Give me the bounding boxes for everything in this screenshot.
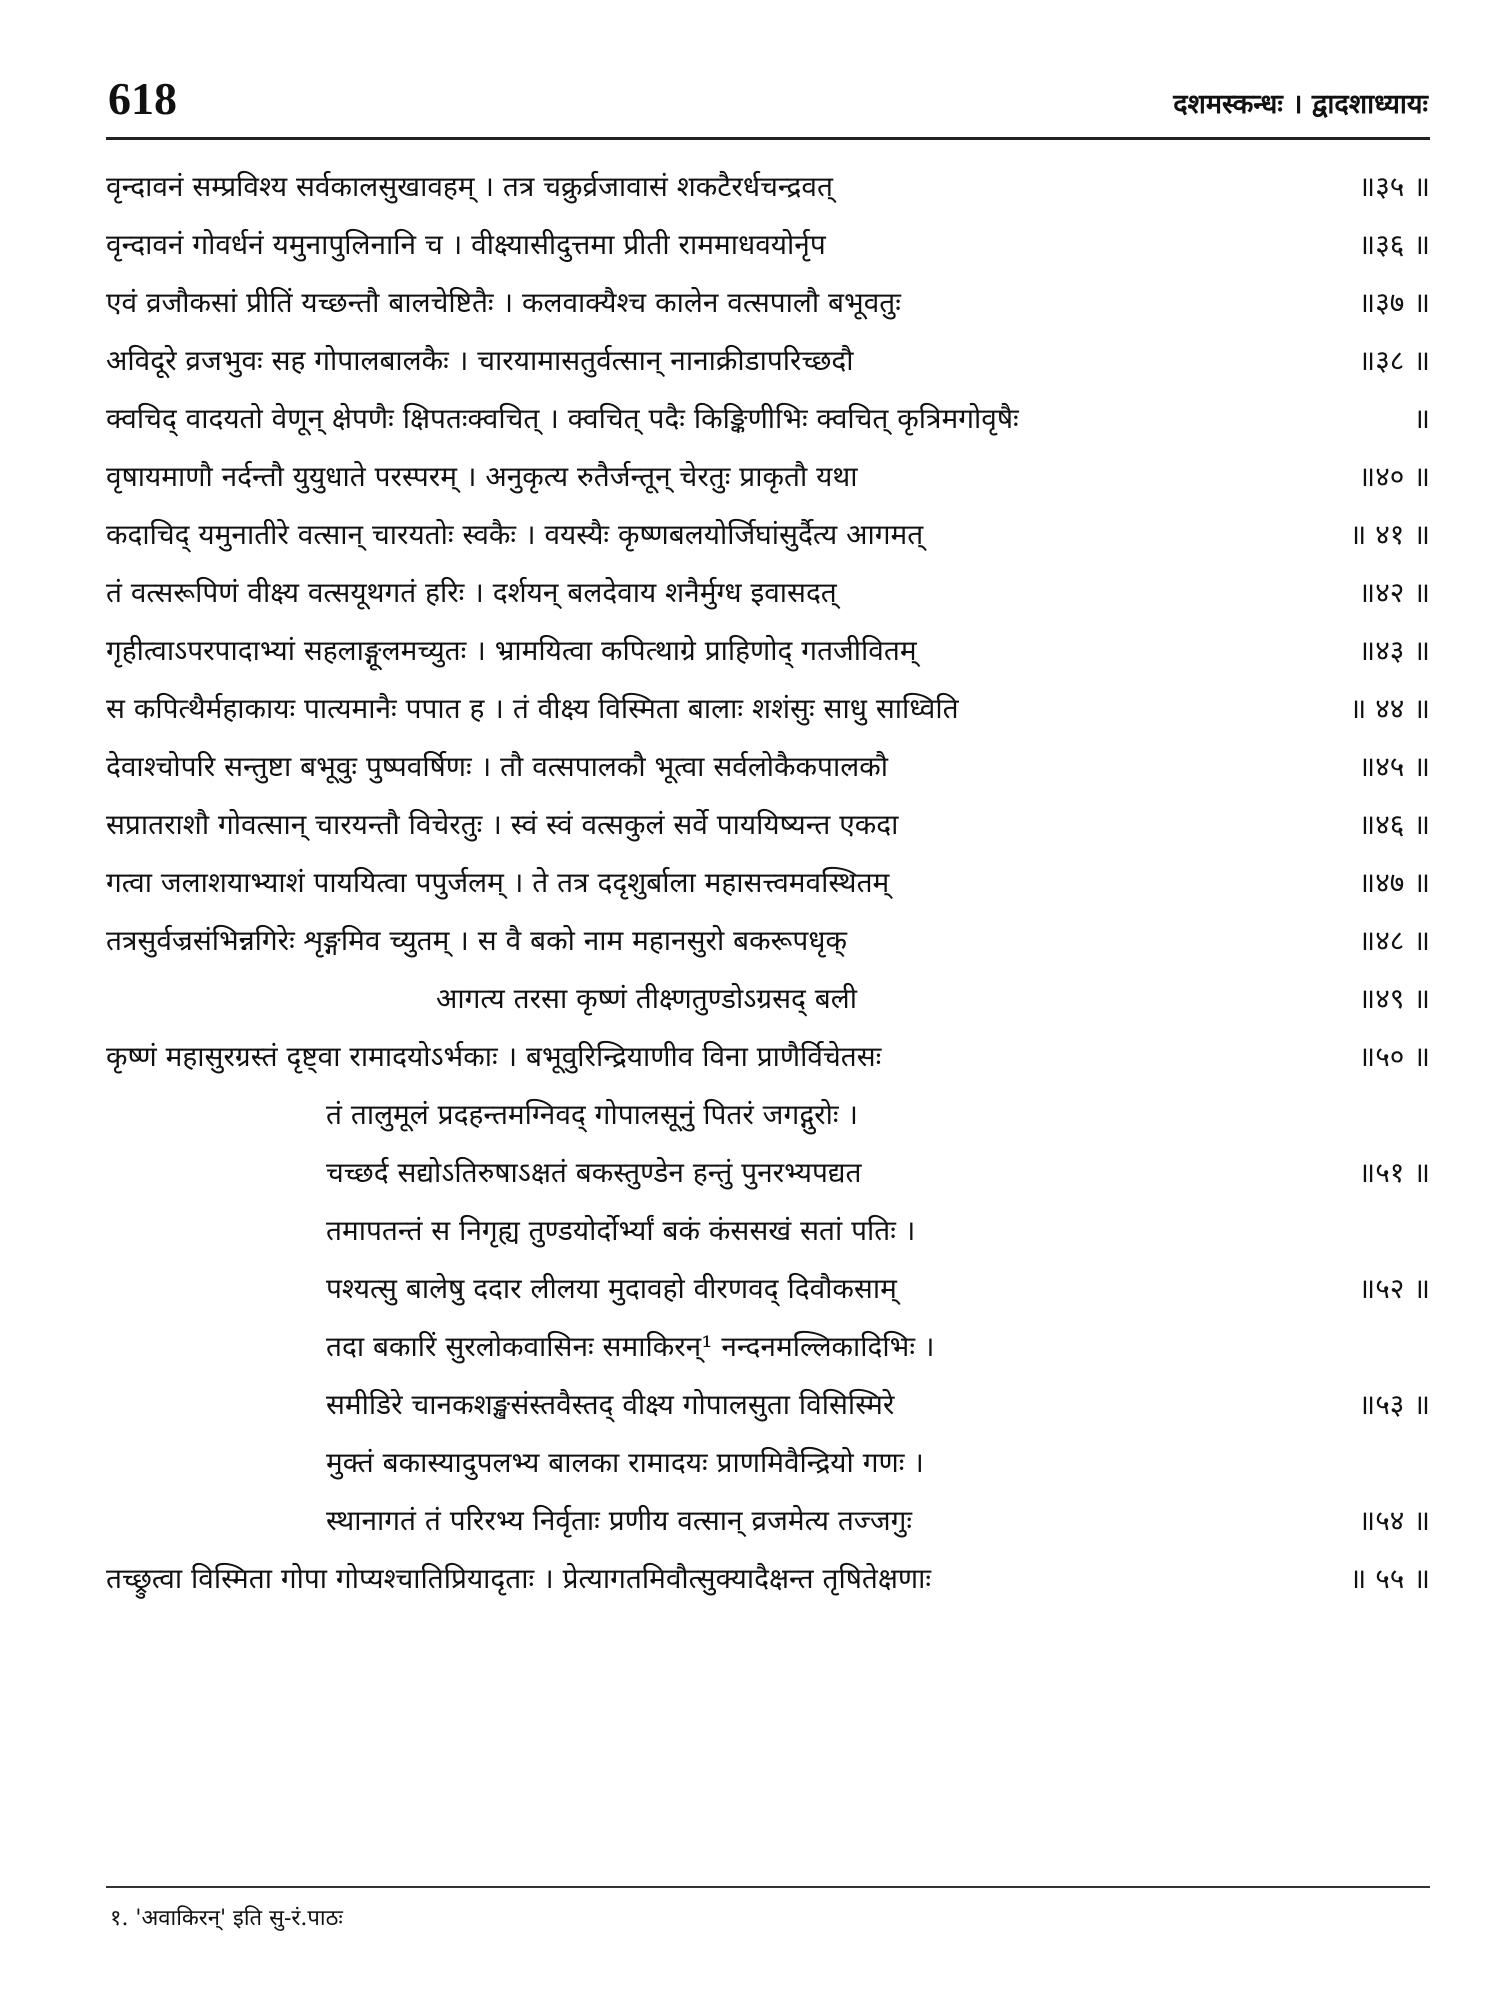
verse-number: ॥ xyxy=(1413,402,1430,435)
verse-line xyxy=(106,1086,1430,1144)
verse-number: ॥५२ ॥ xyxy=(1358,1272,1430,1305)
verse-line xyxy=(106,1318,1430,1376)
verse-number: ॥ ५५ ॥ xyxy=(1349,1562,1430,1595)
verse-line xyxy=(106,1376,1430,1434)
verse-line xyxy=(106,506,1430,564)
verse-text: पश्यत्सु बालेषु ददार लीलया मुदावहो वीरणवद् दिवौकसाम् xyxy=(326,1272,897,1305)
verse-number: ॥३६ ॥ xyxy=(1358,228,1430,261)
verse-text: तदा बकारिं सुरलोकवासिनः समाकिरन्¹ नन्दनमल्लिकादिभिः । xyxy=(326,1330,935,1363)
verse-line xyxy=(106,390,1430,448)
verse-number: ॥४२ ॥ xyxy=(1358,576,1430,609)
verse-line xyxy=(106,970,1430,1028)
verse-text: चच्छर्द सद्योऽतिरुषाऽक्षतं बकस्तुण्डेन हन्तुं पुनरभ्यपद्यत xyxy=(326,1156,862,1189)
verse-text: तं तालुमूलं प्रदहन्तमग्निवद् गोपालसूनुं पितरं जगद्गुरोः । xyxy=(326,1098,859,1131)
verse-line xyxy=(106,448,1430,506)
verse-text: कदाचिद् यमुनातीरे वत्सान् चारयतोः स्वकैः । वयस्यैः कृष्णबलयोर्जिघांसुर्दैत्य आगमत् xyxy=(106,518,924,551)
verse-line xyxy=(106,1260,1430,1318)
verse-line xyxy=(106,274,1430,332)
verse-line xyxy=(106,680,1430,738)
verse-line xyxy=(106,854,1430,912)
verse-number: ॥३५ ॥ xyxy=(1358,170,1430,203)
verse-number: ॥५३ ॥ xyxy=(1358,1388,1430,1421)
verse-text: कृष्णं महासुरग्रस्तं दृष्ट्वा रामादयोऽर्भकाः । बभूवुरिन्द्रियाणीव विना प्राणैर्विचेतसः xyxy=(106,1040,882,1073)
verse-number: ॥ ४४ ॥ xyxy=(1349,692,1430,725)
verse-text: गृहीत्वाऽपरपादाभ्यां सहलाङ्गूलमच्युतः । भ्रामयित्वा कपित्थाग्रे प्राहिणोद् गतजीवितम् xyxy=(106,634,917,667)
verse-line xyxy=(106,1028,1430,1086)
verse-text: स्थानागतं तं परिरभ्य निर्वृताः प्रणीय वत्सान् व्रजमेत्य तज्जगुः xyxy=(326,1504,913,1537)
verse-number: ॥५० ॥ xyxy=(1358,1040,1430,1073)
verse-number: ॥३८ ॥ xyxy=(1358,344,1430,377)
page-number: 618 xyxy=(108,73,177,124)
verse-line xyxy=(106,796,1430,854)
verse-list xyxy=(106,158,1430,1608)
verse-text: गत्वा जलाशयाभ्याशं पाययित्वा पपुर्जलम् । ते तत्र ददृशुर्बाला महासत्त्वमवस्थितम् xyxy=(106,866,890,899)
verse-number: ॥५४ ॥ xyxy=(1358,1504,1430,1537)
verse-number: ॥ ४१ ॥ xyxy=(1349,518,1430,551)
verse-text: आगत्य तरसा कृष्णं तीक्ष्णतुण्डोऽग्रसद् बली xyxy=(436,982,857,1015)
verse-number: ॥३७ ॥ xyxy=(1358,286,1430,319)
verse-text: समीडिरे चानकशङ्खसंस्तवैस्तद् वीक्ष्य गोपालसुता विसिस्मिरे xyxy=(326,1388,895,1421)
verse-number: ॥४३ ॥ xyxy=(1358,634,1430,667)
verse-line xyxy=(106,1144,1430,1202)
verse-text: वृन्दावनं सम्प्रविश्य सर्वकालसुखावहम् । तत्र चक्रुर्व्रजावासं शकटैरर्धचन्द्रवत् xyxy=(106,170,833,203)
verse-number: ॥४६ ॥ xyxy=(1358,808,1430,841)
verse-line xyxy=(106,158,1430,216)
verse-text: स कपित्थैर्महाकायः पात्यमानैः पपात ह । तं वीक्ष्य विस्मिता बालाः शशंसुः साधु साध्विति xyxy=(106,692,959,725)
verse-text: वृषायमाणौ नर्दन्तौ युयुधाते परस्परम् । अनुकृत्य रुतैर्जन्तून् चेरतुः प्राकृतौ यथा xyxy=(106,460,858,493)
header-rule xyxy=(106,137,1430,140)
verse-number: ॥४७ ॥ xyxy=(1358,866,1430,899)
verse-text: मुक्तं बकास्यादुपलभ्य बालका रामादयः प्राणमिवैन्द्रियो गणः । xyxy=(326,1446,924,1479)
verse-text: एवं व्रजौकसां प्रीतिं यच्छन्तौ बालचेष्टितैः । कलवाक्यैश्च कालेन वत्सपालौ बभूवतुः xyxy=(106,286,901,319)
verse-text: तत्रसुर्वज्रसंभिन्नगिरेः शृङ्गमिव च्युतम् । स वै बको नाम महानसुरो बकरूपधृक् xyxy=(106,924,847,957)
verse-number: ॥४० ॥ xyxy=(1358,460,1430,493)
verse-line xyxy=(106,1550,1430,1608)
verse-text: तच्छ्रुत्वा विस्मिता गोपा गोप्यश्चातिप्रियादृताः । प्रेत्यागतमिवौत्सुक्यादैक्षन्त तृषितेक्षणाः xyxy=(106,1562,932,1595)
verse-line xyxy=(106,622,1430,680)
verse-line xyxy=(106,912,1430,970)
verse-number: ॥५१ ॥ xyxy=(1358,1156,1430,1189)
verse-text: अविदूरे व्रजभुवः सह गोपालबालकैः । चारयामासतुर्वत्सान् नानाक्रीडापरिच्छदौ xyxy=(106,344,854,377)
verse-line xyxy=(106,1202,1430,1260)
verse-text: वृन्दावनं गोवर्धनं यमुनापुलिनानि च । वीक्ष्यासीदुत्तमा प्रीती राममाधवयोर्नृप xyxy=(106,228,826,261)
verse-number: ॥४९ ॥ xyxy=(1358,982,1430,1015)
verse-number: ॥४५ ॥ xyxy=(1358,750,1430,783)
verse-line xyxy=(106,564,1430,622)
verse-text: क्वचिद् वादयतो वेणून् क्षेपणैः क्षिपतःक्वचित् । क्वचित् पदैः किङ्किणीभिः क्वचित् कृत्रिमगोवृषैः xyxy=(106,402,1019,435)
running-head: दशमस्कन्धः । द्वादशाध्यायः xyxy=(1173,89,1428,120)
verse-line xyxy=(106,1492,1430,1550)
verse-text: तं वत्सरूपिणं वीक्ष्य वत्सयूथगतं हरिः । दर्शयन् बलदेवाय शनैर्मुग्ध इवासदत् xyxy=(106,576,837,609)
verse-line xyxy=(106,216,1430,274)
verse-text: तमापतन्तं स निगृह्य तुण्डयोर्दोर्भ्यां बकं कंससखं सतां पतिः । xyxy=(326,1214,916,1247)
verse-number: ॥४८ ॥ xyxy=(1358,924,1430,957)
verse-line xyxy=(106,738,1430,796)
footnote: १. 'अवाकिरन्' इति सु-रं.पाठः xyxy=(110,1906,343,1931)
verse-line xyxy=(106,332,1430,390)
verse-line xyxy=(106,1434,1430,1492)
footnote-rule xyxy=(106,1886,1430,1888)
verse-text: सप्रातराशौ गोवत्सान् चारयन्तौ विचेरतुः । स्वं स्वं वत्सकुलं सर्वे पाययिष्यन्त एकदा xyxy=(106,808,899,841)
verse-text: देवाश्चोपरि सन्तुष्टा बभूवुः पुष्पवर्षिणः । तौ वत्सपालकौ भूत्वा सर्वलोकैकपालकौ xyxy=(106,750,888,783)
